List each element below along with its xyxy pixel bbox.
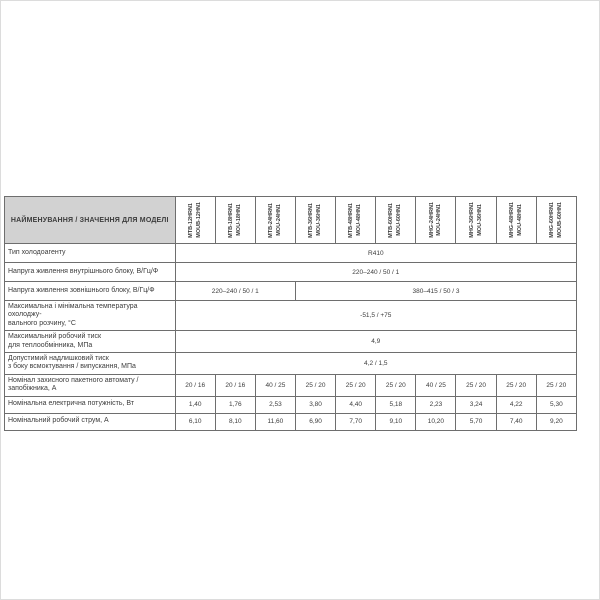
outdoor-model-label: MOU-24HN1 (275, 204, 282, 236)
row-label: Напруга живлення зовнішнього блоку, В/Гц/Ф (5, 282, 176, 301)
outdoor-model-label: MOU-48HN1 (516, 204, 523, 236)
row-label: Максимальний робочий тиск для теплообмінника, МПа (5, 331, 176, 353)
value-cell: 2,53 (255, 396, 295, 413)
value-cell: 25 / 20 (336, 374, 376, 396)
outdoor-model-label: MOU-36HN1 (476, 204, 483, 236)
value-cell: 11,60 (255, 413, 295, 430)
value-cell: 25 / 20 (456, 374, 496, 396)
indoor-model-label: MHG-48HRN1 (508, 202, 515, 238)
indoor-model-label: MHG-36HRN1 (468, 202, 475, 238)
outdoor-model-label: MOU-60HN1 (396, 204, 403, 236)
name-column-header: НАЙМЕНУВАННЯ / ЗНАЧЕННЯ ДЛЯ МОДЕЛІ (5, 197, 176, 244)
model-header-0 (175, 197, 215, 244)
value-cell: R410 (175, 244, 576, 263)
outdoor-model-label: MOUB-12HN1 (195, 202, 202, 238)
value-cell: -51,5 / +75 (175, 301, 576, 331)
model-header-7 (456, 197, 496, 244)
value-cell: 6,10 (175, 413, 215, 430)
value-cell: 25 / 20 (536, 374, 576, 396)
value-cell: 3,24 (456, 396, 496, 413)
spec-table-body (5, 244, 577, 431)
model-header-4 (336, 197, 376, 244)
value-cell: 220–240 / 50 / 1 (175, 263, 576, 282)
row-label: Номінальний робочий струм, А (5, 413, 176, 430)
indoor-model-label: MTB-24HRN1 (268, 202, 275, 238)
value-cell: 1,40 (175, 396, 215, 413)
model-header-wrap (376, 203, 415, 238)
outdoor-model-label: MOU-18HN1 (235, 204, 242, 236)
indoor-model-label: MTB-36HRN1 (308, 202, 315, 238)
spec-table-head (5, 197, 577, 244)
table-row (5, 413, 577, 430)
table-row (5, 331, 577, 353)
value-cell: 6,90 (295, 413, 335, 430)
indoor-model-label: MTB-18HRN1 (227, 202, 234, 238)
spec-table (4, 196, 577, 431)
value-cell: 9,20 (536, 413, 576, 430)
value-cell: 220–240 / 50 / 1 (175, 282, 295, 301)
value-cell: 5,70 (456, 413, 496, 430)
indoor-model-label: MHG-24HRN1 (428, 202, 435, 238)
table-row (5, 263, 577, 282)
table-row (5, 244, 577, 263)
value-cell: 25 / 20 (376, 374, 416, 396)
value-cell: 4,40 (336, 396, 376, 413)
outdoor-model-label: MOUB-60HN1 (556, 202, 563, 238)
table-row (5, 396, 577, 413)
header-row (5, 197, 577, 244)
row-label: Максимальна і мінімальна температура охолоджу- вального розчину, °С (5, 301, 176, 331)
model-header-5 (376, 197, 416, 244)
indoor-model-label: MTB-48HRN1 (348, 202, 355, 238)
indoor-model-label: MTB-12HRN1 (187, 202, 194, 238)
value-cell: 7,70 (336, 413, 376, 430)
model-header-wrap (176, 202, 215, 238)
model-header-wrap (296, 203, 335, 238)
indoor-model-label: MHG-60HRN1 (548, 202, 555, 238)
model-header-6 (416, 197, 456, 244)
indoor-model-label: MTB-60HRN1 (388, 202, 395, 238)
value-cell: 20 / 16 (215, 374, 255, 396)
row-label: Номінальна електрична потужність, Вт (5, 396, 176, 413)
value-cell: 4,22 (496, 396, 536, 413)
model-header-1 (215, 197, 255, 244)
value-cell: 25 / 20 (295, 374, 335, 396)
row-label: Допустимий надлишковий тиск з боку всмоктування / випускання, МПа (5, 352, 176, 374)
value-cell: 9,10 (376, 413, 416, 430)
value-cell: 5,30 (536, 396, 576, 413)
value-cell: 40 / 25 (416, 374, 456, 396)
model-header-3 (295, 197, 335, 244)
value-cell: 20 / 16 (175, 374, 215, 396)
model-header-wrap (216, 203, 255, 238)
value-cell: 25 / 20 (496, 374, 536, 396)
value-cell: 7,40 (496, 413, 536, 430)
value-cell: 1,76 (215, 396, 255, 413)
value-cell: 4,2 / 1,5 (175, 352, 576, 374)
outdoor-model-label: MOU-48HN1 (356, 204, 363, 236)
value-cell: 4,9 (175, 331, 576, 353)
value-cell: 8,10 (215, 413, 255, 430)
model-header-8 (496, 197, 536, 244)
value-cell: 5,18 (376, 396, 416, 413)
value-cell: 3,80 (295, 396, 335, 413)
model-header-wrap (336, 203, 375, 238)
value-cell: 2,23 (416, 396, 456, 413)
outdoor-model-label: MOU-24HN1 (436, 204, 443, 236)
model-header-2 (255, 197, 295, 244)
model-header-wrap (497, 202, 536, 238)
outdoor-model-label: MOU-36HN1 (316, 204, 323, 236)
model-header-wrap (456, 202, 495, 238)
model-header-9 (536, 197, 576, 244)
value-cell: 380–415 / 50 / 3 (295, 282, 576, 301)
row-label: Номінал захисного пакетного автомату / запобіжника, А (5, 374, 176, 396)
model-header-wrap (537, 202, 576, 238)
value-cell: 10,20 (416, 413, 456, 430)
table-row (5, 374, 577, 396)
table-row (5, 301, 577, 331)
row-label: Напруга живлення внутрішнього блоку, В/Гц/Ф (5, 263, 176, 282)
table-row (5, 282, 577, 301)
row-label: Тип холодоагенту (5, 244, 176, 263)
table-row (5, 352, 577, 374)
model-header-wrap (256, 203, 295, 238)
value-cell: 40 / 25 (255, 374, 295, 396)
model-header-wrap (416, 202, 455, 238)
